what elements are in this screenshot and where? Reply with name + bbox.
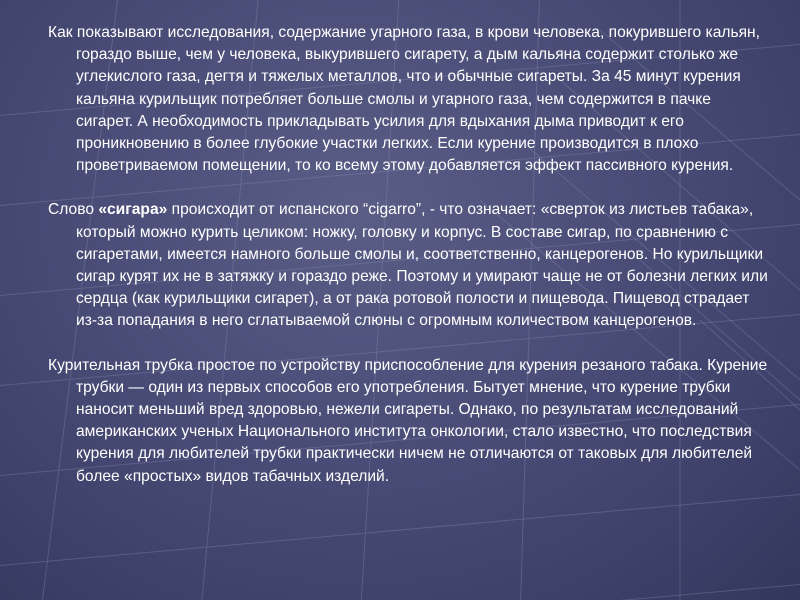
paragraph-text: происходит от испанского “cigarro”, - что означает: «сверток из листьев табака», который можно курить целиком: ножку, головку и корпус. В составе сигар, по сравнению с сигаретами, имеется намного больше смолы и, соответственно, канцерогенов. Но курильщики сигар курят их не в затяжку и гораздо реже. Поэтому и умирают чаще не от болезни легких или сердца (как курильщики сигарет), а от рака ротовой полости и пищевода. Пищевод страдает из-за попадания в него сглатываемой слюны с огромным количеством канцерогенов. [76,201,768,330]
paragraph-text: Как показывают исследования, содержание угарного газа, в крови человека, покурившего кальян, гораздо выше, чем у человека, выкурившего сигарету, а дым кальяна содержит столько же углекислого газа, дегтя и тяжелых металлов, что и обычные сигареты. За 45 минут курения кальяна курильщик потребляет больше смолы и угарного газа, чем содержится в пачке сигарет. А необходимость прикладывать усилия для вдыхания дыма приводит к его проникновению в более глубокие участки легких. Если курение производится в плохо проветриваемом помещении, то ко всему этому добавляется эффект пассивного курения. [48,24,761,175]
slide-text [48,22,768,510]
term-cigar: «сигара» [98,201,168,219]
paragraph-text: Слово [48,201,99,219]
paragraph-text: Курительная трубка простое по устройству приспособление для курения резаного табака. Курение трубки — один из первых способов его употребления. Бытует мнение, что курение трубки наносит меньший вред здоровью, нежели сигареты. Однако, по результатам исследований американских ученых Национального института онкологии, стало известно, что последствия курения для любителей трубки практически ничем не отличаются от таковых для любителей более «простых» видов табачных изделий. [48,356,768,485]
paragraph-cigar [48,199,768,332]
paragraph-pipe [48,355,768,488]
paragraph-hookah [48,22,768,177]
